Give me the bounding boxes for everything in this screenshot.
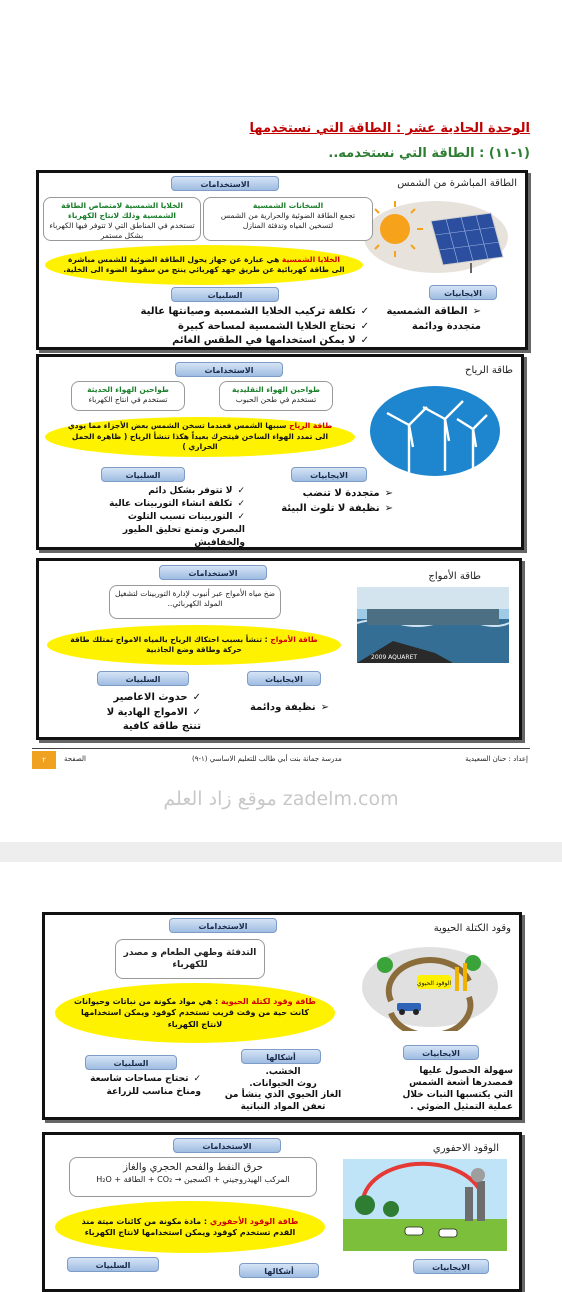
list-item: ➢نظيفة لا تلوث البيئة (281, 502, 393, 514)
wave-image-caption: 2009 AQUARET (371, 654, 418, 661)
fossil-use-line-1: حرق النفط والفحم الحجري والغاز (123, 1162, 263, 1173)
page-gap (0, 842, 562, 862)
modern-windmill-text: تستخدم في انتاج الكهرباء (88, 395, 168, 405)
cons-label: السلبيات (97, 671, 189, 686)
biomass-title: وقود الكتلة الحيوية (433, 923, 511, 934)
unit-title: الوحدة الحادية عشر : الطاقة التي نستخدمها (249, 121, 530, 136)
solar-cons-list (79, 305, 369, 349)
solar-heater-title: السخانات الشمسية (252, 201, 324, 210)
list-item: ✓لا تتوفر بشكل دائم (148, 486, 245, 496)
uses-label: الاستخدامات (159, 565, 267, 580)
list-item: ✓الامواج الهادية لا تنتج طاقة كافية (106, 706, 201, 732)
traditional-windmill-text: تستخدم في طحن الحبوب (235, 395, 317, 405)
pros-label: الايجابيات (429, 285, 497, 300)
list-item: الغاز الحيوي الذي ينشأ من تعفن المواد النباتية (224, 1090, 342, 1113)
cons-label: السلبيات (85, 1055, 177, 1070)
list-item: ✓التوربينات تسبب التلوث البصري وتمنع تحليق الطيور والخفافيش (122, 512, 245, 549)
biomass-definition-oval (55, 983, 335, 1043)
uses-label: الاستخدامات (171, 176, 279, 191)
wave-energy-image (357, 587, 509, 663)
biofuel-image-label: الوقود الحيوي (416, 980, 452, 987)
biomass-pros-text: سهولة الحصول عليها فمصدرها أشعة الشمس التي يكتسبها النبات خلال عملية التمثيل الضوئي . (402, 1066, 513, 1113)
list-item: ✓لا يمكن استخدامها في الطقس الغائم (172, 335, 369, 346)
cons-label: السلبيات (171, 287, 279, 302)
list-item: ✓تحتاج الخلايا الشمسية لمساحة كبيرة (178, 320, 369, 332)
solar-definition-term: الخلايا الشمسية (281, 254, 340, 264)
solar-definition-oval (45, 245, 363, 285)
waves-title: طاقة الأمواج (428, 571, 481, 582)
carbon-cycle-image (343, 1159, 507, 1251)
solar-heater-text: تجمع الطاقة الضوئية والحرارية من الشمس لتسخين المياه وتدفئة المنازل (220, 211, 356, 231)
author-name: إعداد : حنان السعيدية (465, 755, 528, 763)
wave-use-text: ضخ مياه الأمواج عبر أنبوب لإدارة التوربينات لتشغيل المولد الكهربائي.. (115, 589, 275, 609)
list-item: ➢الطاقة الشمسية متجددة ودائمة (386, 306, 481, 332)
uses-label: الاستخدامات (169, 918, 277, 933)
wind-panel-section (36, 354, 524, 550)
list-item: ✓تحتاج مساحات شاسعة ومناخ مناسب للزراعة (90, 1074, 201, 1098)
wind-definition-oval (45, 417, 355, 457)
cons-label: السلبيات (67, 1257, 159, 1272)
pros-label: الايجابيات (403, 1045, 479, 1060)
wind-definition-text: سببها الشمس فعندما تسخن الشمس بعض الأجزاء مما يودي الى تمدد الهواء الساخن فيتحرك بعيداً هكذا تنشأ الرياح ( ظاهرة الحمل الحراري ) (67, 421, 329, 452)
fossil-use-line-2: المركب الهيدروجيني + اكسجين → CO₂ + الطاقة + H₂O (96, 1174, 290, 1184)
list-item: ✓حدوث الاعاصير (113, 692, 201, 703)
biomass-definition-term: طاقة وقود لكتلة الحيوية (220, 997, 316, 1007)
waves-cons-list (89, 691, 201, 735)
biomass-use-text: التدفئة وطهي الطعام و مصدر للكهرباء (123, 947, 257, 970)
wind-title: طاقة الرياح (465, 365, 513, 376)
waves-definition-text: : تنشأ بسبب احتكاك الرياح بالمياه الامواج تمتلك طاقة حركة وطاقة وضع الجاذبية (70, 634, 268, 654)
modern-windmill-box (71, 381, 185, 411)
waves-definition-term: طاقة الأمواج (270, 634, 318, 644)
fossil-definition-oval (55, 1201, 325, 1253)
list-item: روث الحيوانات. (249, 1078, 317, 1089)
list-item: ➢متجددة لا تنضب (302, 488, 393, 499)
fossil-panel-section (42, 1132, 522, 1292)
fossil-use-box (69, 1157, 317, 1197)
biomass-use-box (115, 939, 265, 979)
pros-label: الايجابيات (413, 1259, 489, 1274)
traditional-windmill-box (219, 381, 333, 411)
solar-pros-list (371, 305, 481, 334)
wind-definition-term: طاقة الرياح (289, 421, 333, 431)
pros-label: الايجابيات (291, 467, 367, 482)
school-name: مدرسة جمانة بنت أبي طالب للتعليم الاساسي (١-٩) (192, 755, 342, 763)
pros-label: الايجابيات (247, 671, 321, 686)
wave-use-box (109, 585, 281, 619)
cons-label: السلبيات (101, 467, 185, 482)
list-item: ✓تكلفة انشاء التوربينات عالية (109, 499, 245, 510)
uses-label: الاستخدامات (173, 1138, 281, 1153)
waves-panel-section (36, 558, 522, 740)
section-title: (١-١١) : الطاقة التي نستخدمه.. (328, 146, 530, 161)
solar-definition-text: هي عبارة عن جهاز يحول الطاقة الضوئية للشمس مباشرة الى طاقة كهربائية عن طريق جهد كهربائي ينتج من سقوط الضوء الى الخلية. (63, 254, 345, 274)
list-item: ➢نظيفة ودائمة (249, 702, 329, 713)
solar-cell-title: الخلايا الشمسية لامتصاص الطاقة الشمسية وذلك لانتاج الكهرباء (61, 201, 183, 221)
fossil-title: الوقود الاحفوري (432, 1143, 499, 1154)
solar-cell-text: تستخدم في المناطق التي لا تتوفر فيها الكهرباء بشكل مستمر (49, 221, 195, 241)
biomass-definition-text: : هي مواد مكونة من نباتات وحيوانات كانت حية من وقت قريب تستخدم كوقود ويمكن استخدامها لانتاج الكهرباء (74, 997, 309, 1029)
biomass-panel-section (42, 912, 522, 1120)
modern-windmill-title: طواحين الهواء الحديثة (87, 385, 169, 394)
waves-definition-oval (47, 625, 341, 665)
page-footer (32, 748, 530, 773)
solar-cell-box (43, 197, 201, 241)
wind-cons-list (93, 485, 245, 550)
biomass-cons-list (65, 1073, 201, 1099)
biomass-cycle-icon (361, 941, 499, 1031)
wind-turbine-icon (369, 385, 501, 477)
waves-pros-list (229, 701, 329, 716)
fossil-definition-term: طاقة الوقود الأحفوري (209, 1216, 299, 1226)
site-watermark: موقع زاد العلم zadelm.com (163, 788, 399, 810)
solar-panel-section (36, 170, 528, 350)
page-number: ٢ (32, 751, 56, 769)
solar-panel-icon (361, 195, 511, 275)
solar-heater-box (203, 197, 373, 241)
traditional-windmill-title: طواحين الهواء التقليدية (232, 385, 320, 394)
forms-label: أشكالها (241, 1049, 321, 1064)
uses-label: الاستخدامات (175, 362, 283, 377)
page-label: الصفحة (64, 755, 86, 763)
forms-label: أشكالها (239, 1263, 319, 1278)
fossil-definition-text: : مادة مكونة من كائنات ميتة منذ القدم تستخدم كوقود ويمكن استخدامها لانتاج الكهرباء (81, 1216, 296, 1237)
solar-title: الطاقة المباشرة من الشمس (397, 178, 517, 189)
list-item: ✓تكلفة تركيب الخلايا الشمسية وصيانتها عالية (140, 306, 369, 317)
biomass-forms-list (213, 1067, 353, 1114)
wind-pros-list (265, 487, 393, 516)
list-item: الخشب. (265, 1067, 301, 1077)
page-2 (0, 862, 562, 1280)
